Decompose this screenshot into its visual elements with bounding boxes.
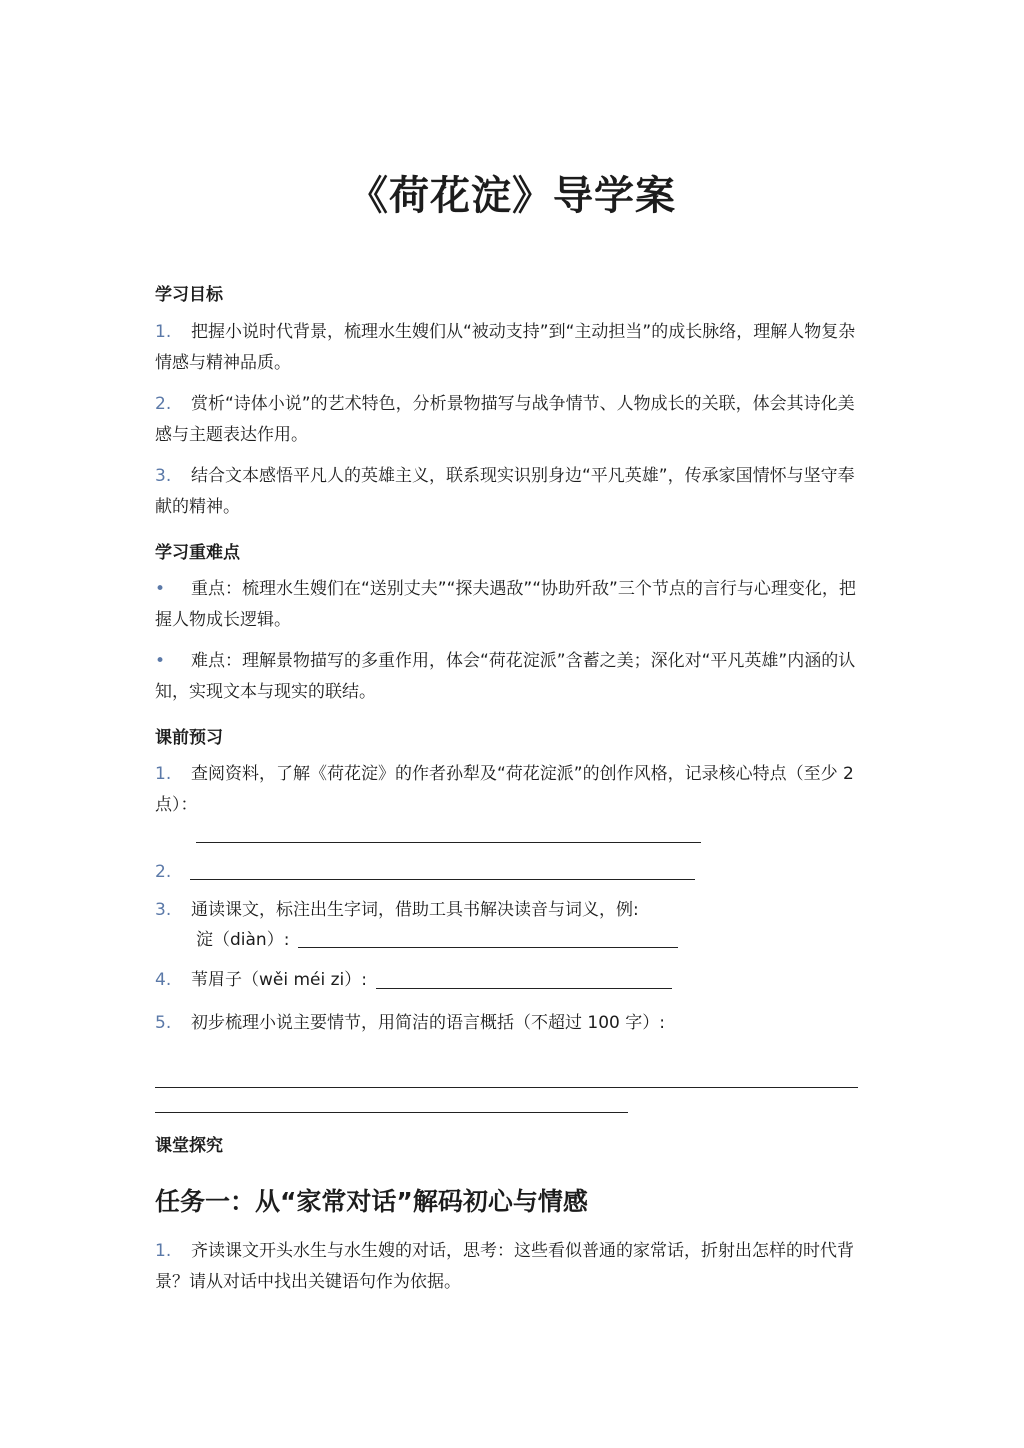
preview-item-5 (155, 1008, 870, 1039)
section-heading-key-points: 学习重难点 (155, 543, 240, 563)
answer-line[interactable] (155, 1087, 858, 1088)
list-number: 1. (155, 322, 172, 342)
list-number: 2. (155, 862, 172, 882)
answer-line[interactable] (190, 879, 695, 880)
preview-text: 苇眉子（wěi méi zi）: (191, 970, 368, 990)
page-title: 《荷花淀》导学案 (348, 173, 676, 219)
bullet-icon: • (155, 579, 166, 599)
section-heading-classroom: 课堂探究 (155, 1136, 223, 1156)
preview-text: 查阅资料，了解《荷花淀》的作者孙犁及“荷花淀派”的创作风格，记录核心特点（至少 2 点）： (155, 764, 854, 815)
bullet-icon: • (155, 651, 166, 671)
list-number: 3. (155, 466, 172, 486)
preview-item-1 (155, 759, 870, 821)
goal-text: 赏析“诗体小说”的艺术特色，分析景物描写与战争情节、人物成长的关联，体会其诗化美感与主题表达作用。 (155, 394, 855, 445)
list-number: 5. (155, 1013, 172, 1033)
preview-item-3 (155, 895, 870, 926)
preview-item-2 (155, 857, 870, 888)
task-1-item-1 (155, 1236, 870, 1298)
answer-line[interactable] (155, 1112, 628, 1113)
list-number: 3. (155, 900, 172, 920)
goal-item-2 (155, 389, 870, 451)
key-point-item-1 (155, 574, 870, 636)
goal-text: 结合文本感悟平凡人的英雄主义，联系现实识别身边“平凡英雄”，传承家国情怀与坚守奉献的精神。 (155, 466, 855, 517)
key-point-text: 重点：梳理水生嫂们在“送别丈夫”“探夫遇敌”“协助歼敌”三个节点的言行与心理变化，把握人物成长逻辑。 (155, 579, 856, 630)
task-text: 齐读课文开头水生与水生嫂的对话，思考：这些看似普通的家常话，折射出怎样的时代背景？请从对话中找出关键语句作为依据。 (155, 1241, 854, 1292)
answer-line[interactable] (196, 842, 701, 843)
list-number: 2. (155, 394, 172, 414)
list-number: 4. (155, 970, 172, 990)
preview-item-4 (155, 965, 870, 996)
answer-line[interactable] (298, 947, 678, 948)
goal-text: 把握小说时代背景，梳理水生嫂们从“被动支持”到“主动担当”的成长脉络，理解人物复杂情感与精神品质。 (155, 322, 856, 373)
preview-text: 通读课文，标注出生字词，借助工具书解决读音与词义，例: (191, 900, 639, 920)
list-number: 1. (155, 764, 172, 784)
list-number: 1. (155, 1241, 172, 1261)
section-heading-preview: 课前预习 (155, 728, 223, 748)
key-point-text: 难点：理解景物描写的多重作用，体会“荷花淀派”含蓄之美；深化对“平凡英雄”内涵的认知，实现文本与现实的联结。 (155, 651, 856, 702)
answer-line[interactable] (376, 988, 672, 989)
goal-item-1 (155, 317, 870, 379)
task-1-title: 任务一：从“家常对话”解码初心与情感 (155, 1187, 588, 1216)
preview-text: 初步梳理小说主要情节，用简洁的语言概括（不超过 100 字）: (191, 1013, 665, 1033)
section-heading-goals: 学习目标 (155, 285, 223, 305)
key-point-item-2 (155, 646, 870, 708)
goal-item-3 (155, 461, 870, 523)
example-word-dian: 淀（diàn）: (196, 930, 290, 950)
